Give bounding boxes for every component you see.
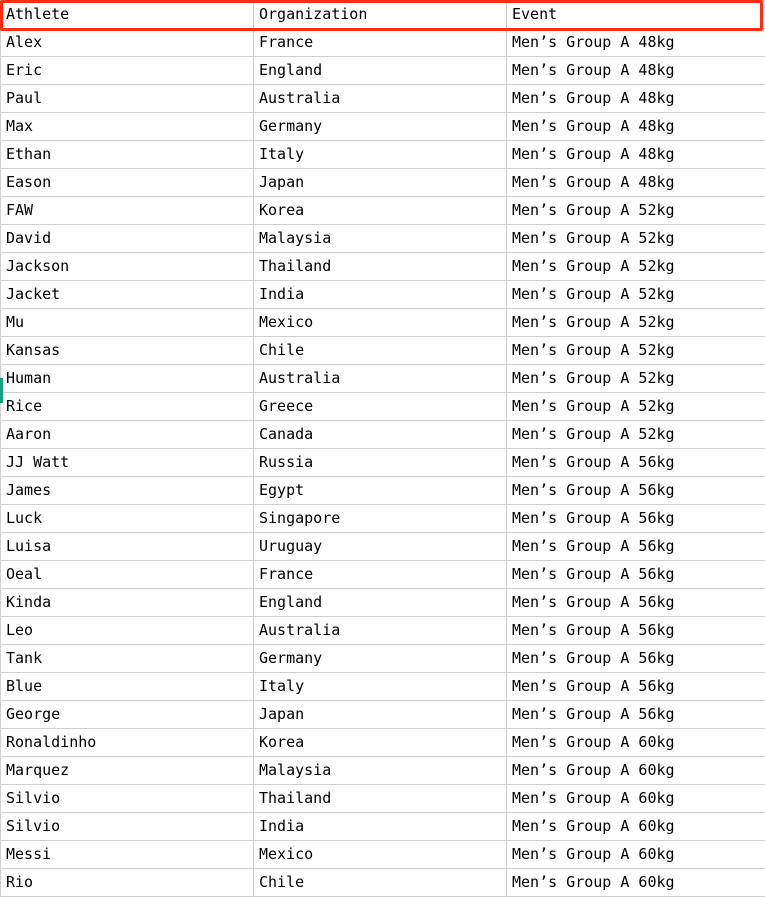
cell-organization[interactable]: Greece [254, 393, 507, 421]
cell-athlete[interactable]: Blue [1, 673, 254, 701]
cell-organization[interactable]: Thailand [254, 253, 507, 281]
table-row[interactable] [1, 701, 765, 729]
cell-event[interactable]: Men’s Group A 52kg [507, 309, 765, 337]
cell-athlete[interactable]: Eric [1, 57, 254, 85]
cell-organization[interactable]: Russia [254, 449, 507, 477]
table-row[interactable] [1, 477, 765, 505]
cell-event[interactable]: Men’s Group A 60kg [507, 813, 765, 841]
cell-athlete[interactable]: Messi [1, 841, 254, 869]
cell-organization[interactable]: Germany [254, 645, 507, 673]
table-row[interactable] [1, 561, 765, 589]
cell-organization[interactable]: Malaysia [254, 757, 507, 785]
cell-organization[interactable]: India [254, 813, 507, 841]
cell-organization[interactable]: France [254, 29, 507, 57]
table-row[interactable] [1, 869, 765, 897]
cell-event[interactable]: Men’s Group A 60kg [507, 841, 765, 869]
cell-organization[interactable]: Japan [254, 169, 507, 197]
table-row[interactable] [1, 253, 765, 281]
table-row[interactable] [1, 785, 765, 813]
table-row[interactable] [1, 281, 765, 309]
cell-event[interactable]: Men’s Group A 48kg [507, 57, 765, 85]
cell-event[interactable]: Men’s Group A 56kg [507, 645, 765, 673]
table-row[interactable] [1, 617, 765, 645]
cell-event[interactable]: Men’s Group A 56kg [507, 617, 765, 645]
cell-organization[interactable]: Italy [254, 673, 507, 701]
cell-athlete[interactable]: Tank [1, 645, 254, 673]
cell-athlete[interactable]: Kinda [1, 589, 254, 617]
table-row[interactable] [1, 169, 765, 197]
cell-organization[interactable]: Egypt [254, 477, 507, 505]
cell-event[interactable]: Men’s Group A 48kg [507, 141, 765, 169]
cell-event[interactable]: Men’s Group A 48kg [507, 169, 765, 197]
cell-athlete[interactable]: Human [1, 365, 254, 393]
cell-athlete[interactable]: George [1, 701, 254, 729]
cell-event[interactable]: Men’s Group A 48kg [507, 29, 765, 57]
cell-athlete[interactable]: Aaron [1, 421, 254, 449]
cell-athlete[interactable]: James [1, 477, 254, 505]
cell-athlete[interactable]: Ethan [1, 141, 254, 169]
cell-event[interactable]: Men’s Group A 52kg [507, 225, 765, 253]
cell-organization[interactable]: Australia [254, 617, 507, 645]
cell-organization[interactable]: India [254, 281, 507, 309]
cell-organization[interactable]: Mexico [254, 841, 507, 869]
cell-organization[interactable]: Malaysia [254, 225, 507, 253]
cell-event[interactable]: Men’s Group A 60kg [507, 729, 765, 757]
cell-athlete[interactable]: Rio [1, 869, 254, 897]
table-row[interactable] [1, 309, 765, 337]
cell-athlete[interactable]: Max [1, 113, 254, 141]
cell-organization[interactable]: Chile [254, 869, 507, 897]
cell-event[interactable]: Men’s Group A 56kg [507, 589, 765, 617]
cell-organization[interactable]: Australia [254, 365, 507, 393]
cell-organization[interactable]: England [254, 57, 507, 85]
cell-event[interactable]: Men’s Group A 60kg [507, 785, 765, 813]
cell-organization[interactable]: Japan [254, 701, 507, 729]
cell-event[interactable]: Men’s Group A 56kg [507, 561, 765, 589]
table-row[interactable] [1, 841, 765, 869]
cell-event[interactable]: Men’s Group A 52kg [507, 253, 765, 281]
cell-athlete[interactable]: David [1, 225, 254, 253]
cell-athlete[interactable]: Mu [1, 309, 254, 337]
cell-event[interactable]: Men’s Group A 48kg [507, 85, 765, 113]
cell-event[interactable]: Men’s Group A 56kg [507, 449, 765, 477]
table-row[interactable] [1, 337, 765, 365]
cell-organization[interactable]: England [254, 589, 507, 617]
cell-event[interactable]: Men’s Group A 56kg [507, 673, 765, 701]
table-row[interactable] [1, 57, 765, 85]
cell-event[interactable]: Men’s Group A 52kg [507, 281, 765, 309]
cell-athlete[interactable]: Silvio [1, 813, 254, 841]
cell-athlete[interactable]: Rice [1, 393, 254, 421]
cell-event[interactable]: Men’s Group A 52kg [507, 197, 765, 225]
table-row[interactable] [1, 449, 765, 477]
table-row[interactable] [1, 85, 765, 113]
cell-event[interactable]: Men’s Group A 60kg [507, 757, 765, 785]
cell-athlete[interactable]: FAW [1, 197, 254, 225]
cell-athlete[interactable]: Marquez [1, 757, 254, 785]
cell-event[interactable]: Men’s Group A 52kg [507, 421, 765, 449]
table-row[interactable] [1, 197, 765, 225]
table-header-row [1, 1, 765, 29]
table-row[interactable] [1, 589, 765, 617]
cell-athlete[interactable]: JJ Watt [1, 449, 254, 477]
cell-athlete[interactable]: Leo [1, 617, 254, 645]
cell-organization[interactable]: Uruguay [254, 533, 507, 561]
table-row[interactable] [1, 757, 765, 785]
cell-organization[interactable]: Germany [254, 113, 507, 141]
table-row[interactable] [1, 113, 765, 141]
table-row[interactable] [1, 729, 765, 757]
cell-athlete[interactable]: Oeal [1, 561, 254, 589]
cell-organization[interactable]: Canada [254, 421, 507, 449]
cell-organization[interactable]: Korea [254, 729, 507, 757]
table-row[interactable] [1, 29, 765, 57]
cell-organization[interactable]: Korea [254, 197, 507, 225]
table-row[interactable] [1, 225, 765, 253]
cell-athlete[interactable]: Silvio [1, 785, 254, 813]
table-row[interactable] [1, 421, 765, 449]
table-row[interactable] [1, 505, 765, 533]
table-row[interactable] [1, 533, 765, 561]
cell-athlete[interactable]: Alex [1, 29, 254, 57]
cell-organization[interactable]: France [254, 561, 507, 589]
cell-event[interactable]: Men’s Group A 56kg [507, 477, 765, 505]
table-row[interactable] [1, 673, 765, 701]
cell-athlete[interactable]: Jacket [1, 281, 254, 309]
table-body [1, 1, 765, 897]
cell-organization[interactable]: Australia [254, 85, 507, 113]
cell-event[interactable]: Men’s Group A 56kg [507, 533, 765, 561]
cell-athlete[interactable]: Ronaldinho [1, 729, 254, 757]
cell-athlete[interactable]: Paul [1, 85, 254, 113]
column-header-organization[interactable]: Organization [254, 1, 507, 29]
cell-event[interactable]: Men’s Group A 52kg [507, 337, 765, 365]
table-row[interactable] [1, 365, 765, 393]
cell-athlete[interactable]: Eason [1, 169, 254, 197]
column-header-event[interactable]: Event [507, 1, 765, 29]
cell-athlete[interactable]: Jackson [1, 253, 254, 281]
table-row[interactable] [1, 393, 765, 421]
cell-organization[interactable]: Singapore [254, 505, 507, 533]
cell-organization[interactable]: Mexico [254, 309, 507, 337]
cell-event[interactable]: Men’s Group A 56kg [507, 701, 765, 729]
cell-organization[interactable]: Italy [254, 141, 507, 169]
cell-athlete[interactable]: Kansas [1, 337, 254, 365]
table-row[interactable] [1, 141, 765, 169]
cell-athlete[interactable]: Luck [1, 505, 254, 533]
table-row[interactable] [1, 813, 765, 841]
cell-organization[interactable]: Thailand [254, 785, 507, 813]
cell-event[interactable]: Men’s Group A 56kg [507, 505, 765, 533]
cell-event[interactable]: Men’s Group A 52kg [507, 393, 765, 421]
cell-organization[interactable]: Chile [254, 337, 507, 365]
table-row[interactable] [1, 645, 765, 673]
cell-athlete[interactable]: Luisa [1, 533, 254, 561]
column-header-athlete[interactable]: Athlete [1, 1, 254, 29]
cell-event[interactable]: Men’s Group A 60kg [507, 869, 765, 897]
cell-event[interactable]: Men’s Group A 52kg [507, 365, 765, 393]
cell-event[interactable]: Men’s Group A 48kg [507, 113, 765, 141]
